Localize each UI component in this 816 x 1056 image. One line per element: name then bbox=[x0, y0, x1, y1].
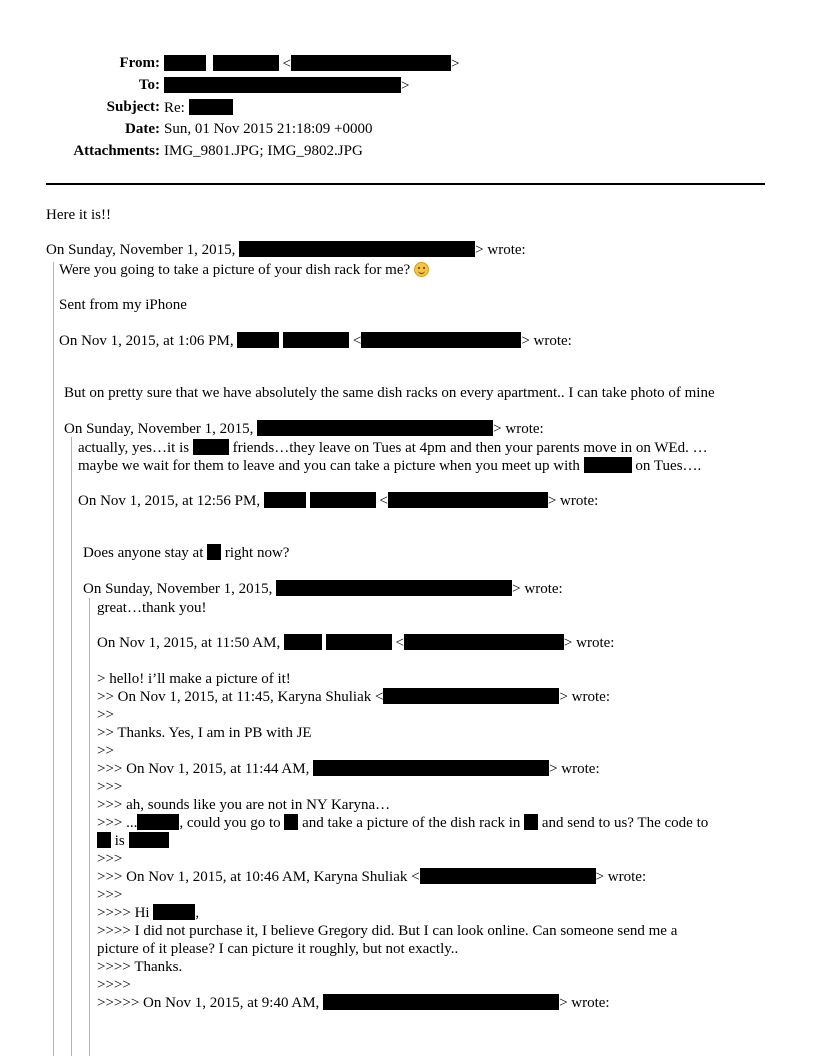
quoted-line: >> bbox=[97, 707, 114, 723]
quoted-text: and send to us? The code to bbox=[541, 815, 709, 831]
redaction-block bbox=[310, 492, 376, 508]
redaction-block bbox=[361, 332, 521, 348]
attribution-text: < bbox=[352, 333, 362, 349]
date-value: Sun, 01 Nov 2015 21:18:09 +0000 bbox=[164, 121, 373, 137]
redaction-block bbox=[420, 868, 596, 884]
quote-attribution bbox=[46, 241, 526, 259]
redaction-block bbox=[207, 544, 221, 560]
attribution-text: On Nov 1, 2015, at 12:56 PM, bbox=[78, 493, 261, 509]
from-label: From: bbox=[119, 55, 160, 71]
quoted-text: >>> ... bbox=[97, 815, 138, 831]
redaction-block bbox=[137, 814, 179, 830]
redaction-block bbox=[383, 688, 559, 704]
quote-text: But on pretty sure that we have absolutely the same dish racks on every apartment.. I can take photo of mine bbox=[64, 385, 715, 401]
from-lt: < bbox=[282, 56, 291, 72]
attribution-text: On Nov 1, 2015, at 1:06 PM, bbox=[59, 333, 234, 349]
quoted-line bbox=[97, 994, 610, 1012]
redaction-block bbox=[213, 55, 279, 71]
quoted-text: , bbox=[195, 905, 200, 921]
attribution-text: On Sunday, November 1, 2015, bbox=[46, 242, 236, 258]
quoted-text: >>> On Nov 1, 2015, at 11:44 AM, bbox=[97, 761, 310, 777]
quote-attribution bbox=[59, 332, 572, 350]
redaction-block bbox=[284, 814, 298, 830]
from-row bbox=[0, 55, 816, 75]
redaction-block bbox=[257, 420, 493, 436]
redaction-block bbox=[326, 634, 392, 650]
redaction-block bbox=[164, 77, 401, 93]
quoted-line bbox=[97, 832, 169, 850]
signature: Sent from my iPhone bbox=[59, 297, 187, 313]
quoted-line bbox=[97, 688, 610, 706]
date-label: Date: bbox=[125, 121, 160, 137]
quoted-line: >>>> bbox=[97, 977, 131, 993]
quote-text bbox=[83, 544, 289, 562]
attribution-text: > wrote: bbox=[521, 333, 572, 349]
quote-attribution bbox=[83, 580, 563, 598]
attribution-text: On Nov 1, 2015, at 11:50 AM, bbox=[97, 635, 281, 651]
quoted-line: >>> bbox=[97, 779, 123, 795]
redaction-block bbox=[193, 439, 229, 455]
redaction-block bbox=[291, 55, 451, 71]
quote-text bbox=[59, 261, 429, 279]
quoted-line bbox=[97, 760, 600, 778]
quoted-line: >>>> I did not purchase it, I believe Gregory did. But I can look online. Can someone send me a bbox=[97, 923, 678, 939]
quote-bar bbox=[71, 437, 72, 1056]
to-label: To: bbox=[138, 77, 160, 93]
quote-attribution bbox=[64, 420, 544, 438]
subject-value bbox=[164, 99, 233, 117]
quoted-text: > wrote: bbox=[595, 869, 647, 885]
quoted-line: >> Thanks. Yes, I am in PB with JE bbox=[97, 725, 312, 741]
quote-text bbox=[78, 457, 701, 475]
quoted-text: and take a picture of the dish rack in bbox=[302, 815, 521, 831]
from-gt: > bbox=[450, 56, 460, 72]
subject-label: Subject: bbox=[106, 99, 160, 115]
intro-text: Here it is!! bbox=[46, 207, 111, 223]
attachments-value[interactable]: IMG_9801.JPG; IMG_9802.JPG bbox=[164, 143, 363, 159]
redaction-block bbox=[97, 832, 111, 848]
message-text: actually, yes…it is bbox=[78, 440, 190, 456]
redaction-block bbox=[153, 904, 195, 920]
message-text: on Tues…. bbox=[635, 458, 702, 474]
quoted-line bbox=[97, 814, 708, 832]
subject-row bbox=[0, 99, 816, 119]
quoted-line: picture of it please? I can picture it roughly, but not exactly.. bbox=[97, 941, 459, 957]
quoted-text: , could you go to bbox=[179, 815, 281, 831]
redaction-block bbox=[524, 814, 538, 830]
smiley-emoji-icon bbox=[414, 262, 429, 277]
to-row bbox=[0, 77, 816, 97]
quoted-text: >>>>> On Nov 1, 2015, at 9:40 AM, bbox=[97, 995, 320, 1011]
redaction-block bbox=[189, 99, 233, 115]
attribution-text: On Sunday, November 1, 2015, bbox=[64, 421, 254, 437]
from-value bbox=[164, 55, 459, 73]
redaction-block bbox=[313, 760, 549, 776]
message-text: Were you going to take a picture of your dish rack for me? bbox=[59, 262, 411, 278]
quoted-line bbox=[97, 904, 199, 922]
header-divider bbox=[46, 183, 765, 185]
quoted-line: >>>> Thanks. bbox=[97, 959, 183, 975]
redaction-block bbox=[164, 55, 206, 71]
date-row bbox=[0, 121, 816, 141]
quoted-line: >>> ah, sounds like you are not in NY Karyna… bbox=[97, 797, 391, 813]
redaction-block bbox=[404, 634, 564, 650]
redaction-block bbox=[323, 994, 559, 1010]
attribution-text: < bbox=[395, 635, 404, 651]
quote-attribution bbox=[97, 634, 614, 652]
redaction-block bbox=[283, 332, 349, 348]
redaction-block bbox=[264, 492, 306, 508]
quoted-text: is bbox=[114, 833, 125, 849]
quoted-text: > wrote: bbox=[559, 689, 610, 705]
attachments-row bbox=[0, 143, 816, 163]
quote-bar bbox=[53, 262, 54, 1056]
subject-text: Re: bbox=[164, 100, 185, 116]
quoted-text: >>>> Hi bbox=[97, 905, 150, 921]
quoted-line: >>> bbox=[97, 887, 123, 903]
quote-text: great…thank you! bbox=[97, 600, 207, 616]
redaction-block bbox=[129, 832, 169, 848]
redaction-block bbox=[584, 457, 632, 473]
quoted-text: >> On Nov 1, 2015, at 11:45, Karyna Shuliak < bbox=[97, 689, 384, 705]
message-text: friends…they leave on Tues at 4pm and then your parents move in on WEd. … bbox=[232, 440, 708, 456]
quoted-text: >>> On Nov 1, 2015, at 10:46 AM, Karyna Shuliak < bbox=[97, 869, 420, 885]
redaction-block bbox=[239, 241, 475, 257]
attribution-text: On Sunday, November 1, 2015, bbox=[83, 581, 273, 597]
message-text: Does anyone stay at bbox=[83, 545, 204, 561]
to-value bbox=[164, 77, 409, 95]
message-text: maybe we wait for them to leave and you can take a picture when you meet up with bbox=[78, 458, 580, 474]
message-text: right now? bbox=[224, 545, 290, 561]
quoted-line: > hello! i’ll make a picture of it! bbox=[97, 671, 291, 687]
redaction-block bbox=[276, 580, 512, 596]
quote-attribution bbox=[78, 492, 598, 510]
attribution-text: < bbox=[379, 493, 388, 509]
quoted-line: >> bbox=[97, 743, 114, 759]
quoted-text: > wrote: bbox=[559, 995, 610, 1011]
attribution-text: > wrote: bbox=[475, 242, 526, 258]
quoted-line: >>> bbox=[97, 851, 123, 867]
attachments-label: Attachments: bbox=[73, 143, 160, 159]
redaction-block bbox=[388, 492, 548, 508]
attribution-text: > wrote: bbox=[547, 493, 599, 509]
attribution-text: > wrote: bbox=[563, 635, 615, 651]
quoted-text: > wrote: bbox=[549, 761, 600, 777]
quote-bar bbox=[89, 598, 90, 1056]
attribution-text: > wrote: bbox=[493, 421, 544, 437]
to-gt: > bbox=[401, 78, 410, 94]
redaction-block bbox=[237, 332, 279, 348]
redaction-block bbox=[284, 634, 322, 650]
quoted-line bbox=[97, 868, 646, 886]
attribution-text: > wrote: bbox=[512, 581, 563, 597]
quote-text bbox=[78, 439, 708, 457]
